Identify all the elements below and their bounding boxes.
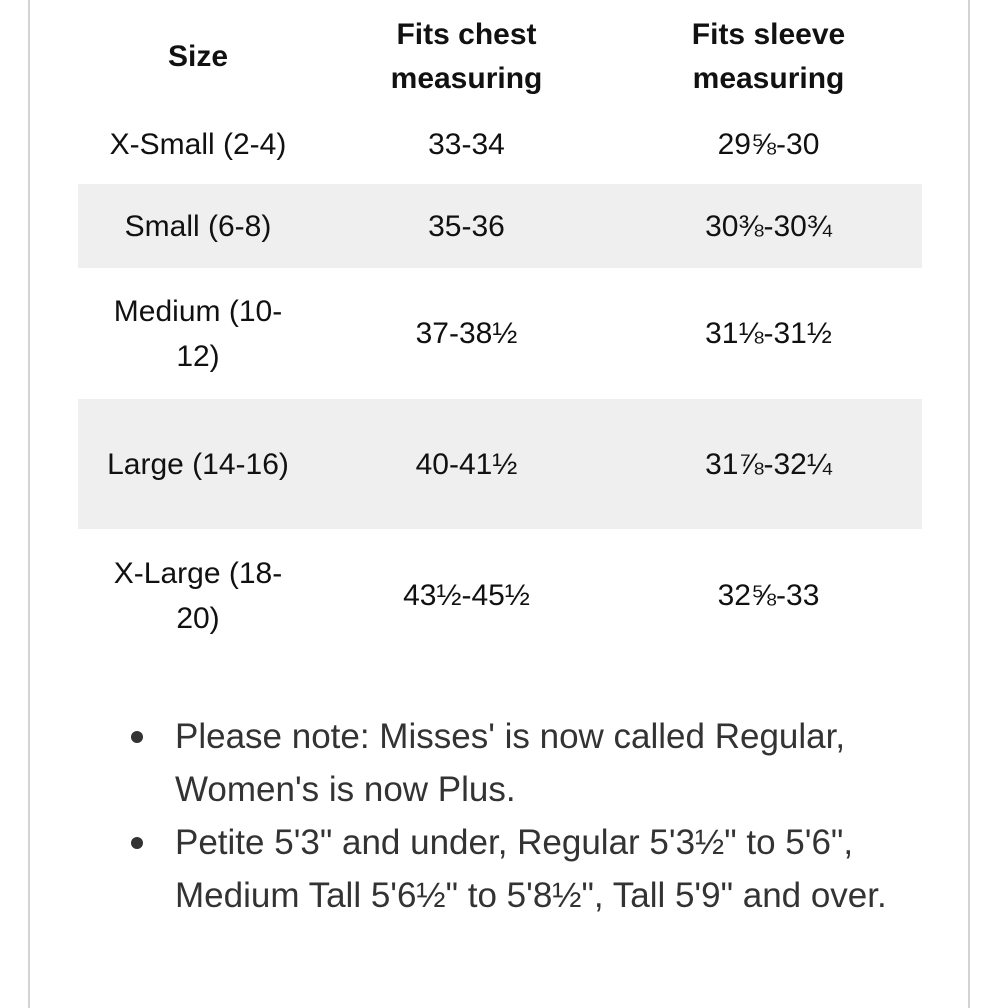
bullet-icon: [131, 731, 143, 743]
size-cell: X-Large (18-20): [113, 556, 283, 635]
header-sleeve: Fits sleeve measuring: [691, 18, 846, 95]
sleeve-cell: 30⅜-30¾: [615, 184, 922, 268]
header-chest: Fits chest measuring: [390, 18, 543, 95]
table-header-row: [78, 10, 922, 104]
note-text: Petite 5'3" and under, Regular 5'3½" to 5'6", Medium Tall 5'6½" to 5'8½", Tall 5'9" and over.: [175, 823, 887, 915]
size-cell: Small (6-8): [78, 184, 318, 268]
table-row: [78, 104, 922, 184]
sleeve-cell: 31⅞-32¼: [615, 399, 922, 529]
chest-cell: 40-41½: [318, 399, 615, 529]
header-size: Size: [167, 40, 229, 73]
notes-list: [175, 710, 945, 922]
sleeve-cell: 29⅝-30: [717, 127, 820, 161]
chest-cell: 43½-45½: [403, 579, 530, 612]
size-cell: Medium (10-12): [113, 294, 283, 373]
table-row: [78, 184, 922, 268]
table-row: [78, 268, 922, 399]
bullet-icon: [131, 837, 143, 849]
note-text: Please note: Misses' is now called Regular, Women's is now Plus.: [175, 717, 846, 809]
list-item: [175, 710, 945, 816]
size-cell: X-Small (2-4): [109, 127, 287, 161]
chest-cell: 37-38½: [415, 317, 518, 350]
size-cell: Large (14-16): [78, 399, 318, 529]
table-row: [78, 529, 922, 662]
sleeve-cell: 32⅝-33: [717, 579, 820, 612]
chest-cell: 35-36: [318, 184, 615, 268]
chest-cell: 33-34: [428, 127, 505, 161]
sleeve-cell: 31⅛-31½: [705, 317, 832, 350]
table-row: [78, 399, 922, 529]
size-chart-table: [78, 10, 922, 662]
list-item: [175, 816, 945, 922]
